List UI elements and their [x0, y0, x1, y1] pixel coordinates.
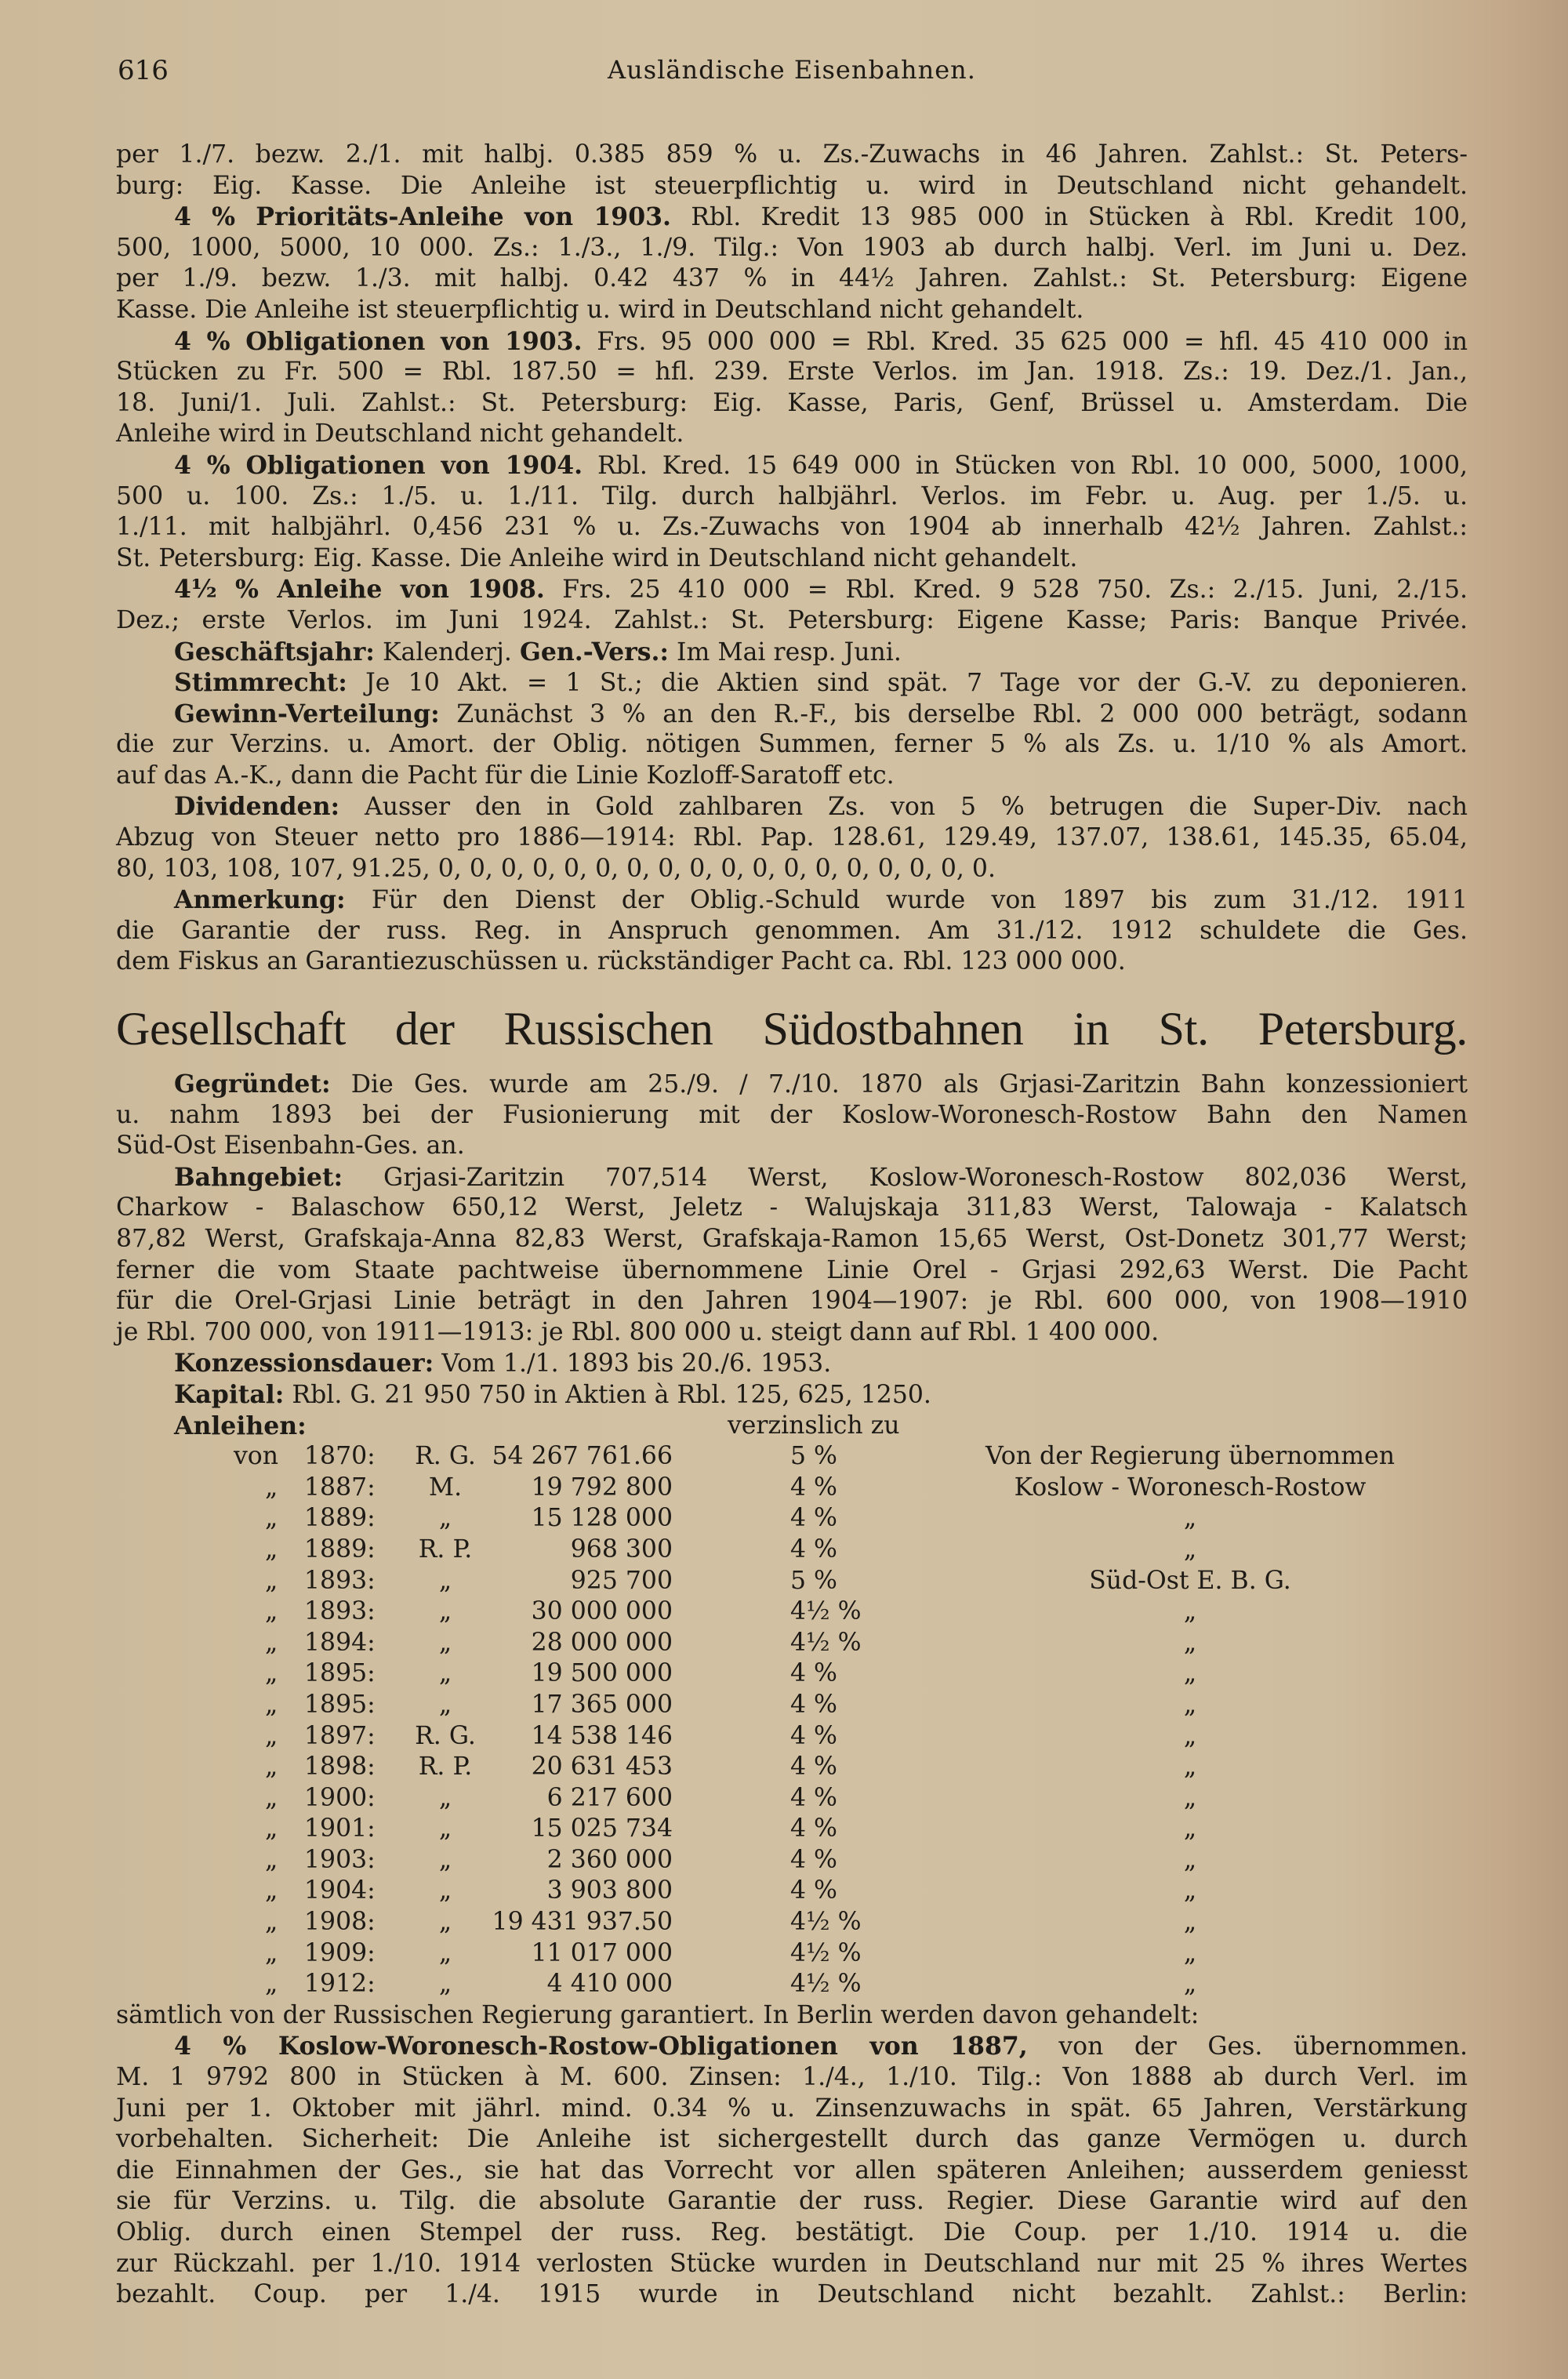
row-note: „: [1183, 1814, 1197, 1843]
loan-heading: 4 % Prioritäts-Anleihe von 1903.: [174, 202, 672, 232]
row-year: 1908:: [304, 1908, 376, 1937]
koslow-loan-entry: [116, 2031, 1468, 2310]
row-prefix: „: [265, 1690, 278, 1719]
row-prefix: „: [265, 1908, 278, 1937]
row-year: 1889:: [304, 1504, 376, 1533]
anleihen-row: [116, 1566, 1468, 1597]
row-amount: 14 538 146: [531, 1721, 673, 1750]
row-prefix: „: [265, 1597, 278, 1626]
row-note: „: [1183, 1938, 1197, 1967]
row-rate: 4 %: [790, 1845, 837, 1874]
text-line: Süd-Ost Eisenbahn-Ges. an.: [116, 1131, 465, 1160]
row-currency: „: [438, 1597, 452, 1626]
row-amount: 15 025 734: [531, 1814, 673, 1843]
text-line: burg: Eig. Kasse. Die Anleihe ist steuerpflichtig u. wird in Deutschland nicht gehandelt.: [116, 171, 1468, 200]
row-amount: 3 903 800: [546, 1876, 673, 1905]
text-line: vorbehalten. Sicherheit: Die Anleihe ist sichergestellt durch das ganze Vermögen u. durch: [116, 2125, 1468, 2154]
row-amount: 15 128 000: [531, 1504, 673, 1533]
row-note: „: [1183, 1628, 1197, 1657]
anleihen-row: [116, 1907, 1468, 1938]
row-currency: M.: [428, 1473, 463, 1502]
anleihen-row: [116, 1876, 1468, 1907]
row-year: 1893:: [304, 1566, 376, 1595]
row-currency: R. P.: [418, 1752, 473, 1782]
row-note: Koslow - Woronesch-Rostow: [1014, 1473, 1367, 1502]
row-amount: 54 267 761.66: [492, 1442, 673, 1471]
row-rate: 4 %: [790, 1721, 837, 1750]
text-line: auf das A.-K., dann die Pacht für die Linie Kozloff-Saratoff etc.: [116, 761, 895, 790]
row-amount: 19 500 000: [531, 1659, 673, 1688]
row-currency: „: [438, 1876, 452, 1905]
gewinn-verteilung: [116, 699, 1468, 792]
text-line: 500 u. 100. Zs.: 1./5. u. 1./11. Tilg. durch halbjährl. Verlos. im Febr. u. Aug. per 1./5. u.: [116, 481, 1468, 510]
text-line: per 1./9. bezw. 1./3. mit halbj. 0.42 437 % in 44½ Jahren. Zahlst.: St. Petersburg: Eigene: [116, 264, 1468, 293]
anleihen-row: [116, 1845, 1468, 1876]
row-currency: „: [438, 1690, 452, 1719]
row-note: „: [1183, 1597, 1197, 1626]
text-line: Anleihe wird in Deutschland nicht gehandelt.: [116, 420, 684, 449]
field-value: Ausser den in Gold zahlbaren Zs. von 5 % betrugen die Super-Div. nach: [339, 793, 1468, 822]
text-line: die Garantie der russ. Reg. in Anspruch genommen. Am 31./12. 1912 schuldete die Ges.: [116, 916, 1468, 945]
row-note: „: [1183, 1908, 1197, 1937]
row-prefix: „: [265, 1845, 278, 1874]
row-amount: 19 431 937.50: [492, 1908, 673, 1937]
text-line: 18. Juni/1. Juli. Zahlst.: St. Petersburg: Eig. Kasse, Paris, Genf, Brüssel u. Amsterdam. Die: [116, 388, 1468, 417]
row-prefix: „: [265, 1473, 278, 1502]
field-label: Geschäftsjahr:: [174, 637, 375, 666]
row-amount: 30 000 000: [531, 1597, 673, 1626]
gegruendet: [116, 1069, 1468, 1162]
row-prefix: „: [265, 1814, 278, 1843]
text-line: bezahlt. Coup. per 1./4. 1915 wurde in Deutschland nicht bezahlt. Zahlst.: Berlin:: [116, 2280, 1468, 2309]
rate-column-header: verzinslich zu: [728, 1411, 900, 1440]
anleihen-row: [116, 1535, 1468, 1566]
text-line: [116, 326, 1468, 358]
row-amount: 4 410 000: [546, 1970, 673, 1999]
row-note: „: [1183, 1752, 1197, 1782]
text-line: 500, 1000, 5000, 10 000. Zs.: 1./3., 1./9. Tilg.: Von 1903 ab durch halbj. Verl. im Juni u. Dez.: [116, 233, 1468, 262]
text-line: die Einnahmen der Ges., sie hat das Vorrecht vor allen späteren Anleihen; ausserdem geniesst: [116, 2156, 1468, 2185]
text-line: zur Rückzahl. per 1./10. 1914 verlosten Stücke wurden in Deutschland nur mit 25 % ihres Wertes: [116, 2249, 1468, 2278]
anleihen-row: [116, 1721, 1468, 1752]
field-label: [174, 1411, 307, 1443]
field-label: Gegründet:: [174, 1070, 331, 1099]
row-prefix: „: [265, 1628, 278, 1657]
anleihen-row: [116, 1969, 1468, 2000]
row-year: 1894:: [304, 1628, 376, 1657]
page-header: [118, 55, 1466, 94]
text-line: Oblig. durch einen Stempel der russ. Reg. bestätigt. Die Coup. per 1./10. 1914 u. die: [116, 2218, 1468, 2246]
field-value: Rbl. G. 21 950 750 in Aktien à Rbl. 125, 625, 1250.: [284, 1380, 931, 1409]
row-prefix: „: [265, 1659, 278, 1688]
row-year: 1895:: [304, 1690, 376, 1719]
row-currency: „: [438, 1628, 452, 1657]
row-prefix: „: [265, 1535, 278, 1564]
row-currency: „: [438, 1938, 452, 1967]
loan-heading: 4½ % Anleihe von 1908.: [174, 575, 545, 605]
text-line: [116, 791, 1468, 823]
field-value: Die Ges. wurde am 25./9. / 7./10. 1870 als Grjasi-Zaritzin Bahn konzessioniert: [330, 1070, 1468, 1099]
text-line: [116, 202, 1468, 233]
text-line: per 1./7. bezw. 2./1. mit halbj. 0.385 859 % u. Zs.-Zuwachs in 46 Jahren. Zahlst.: St. Peters-: [116, 140, 1468, 169]
row-prefix: „: [265, 1721, 278, 1750]
row-year: 1893:: [304, 1597, 376, 1626]
row-note: „: [1183, 1659, 1197, 1688]
field-value: Grjasi-Zaritzin 707,514 Werst, Koslow-Woronesch-Rostow 802,036 Werst,: [343, 1163, 1468, 1192]
row-rate: 4 %: [790, 1690, 837, 1719]
row-amount: 925 700: [570, 1566, 673, 1595]
row-prefix: „: [265, 1504, 278, 1533]
text-line: je Rbl. 700 000, von 1911—1913: je Rbl. 800 000 u. steigt dann auf Rbl. 1 400 000.: [116, 1317, 1160, 1346]
anleihen-row: [116, 1628, 1468, 1659]
row-amount: 20 631 453: [531, 1752, 673, 1782]
row-rate: 4 %: [790, 1876, 837, 1905]
row-amount: 11 017 000: [531, 1938, 673, 1967]
row-year: 1901:: [304, 1814, 376, 1843]
row-prefix: „: [265, 1938, 278, 1967]
row-currency: „: [438, 1659, 452, 1688]
loan-entry-anleihe-1908: [116, 574, 1468, 636]
row-rate: 4½ %: [790, 1908, 862, 1937]
row-rate: 4 %: [790, 1783, 837, 1812]
row-prefix: „: [265, 1970, 278, 1999]
kapital-line: [116, 1379, 1468, 1411]
row-note: „: [1183, 1535, 1197, 1564]
stimmrecht-line: [116, 667, 1468, 699]
row-note: „: [1183, 1783, 1197, 1812]
row-note: „: [1183, 1690, 1197, 1719]
page-number: 616: [118, 55, 169, 86]
row-currency: R. P.: [418, 1535, 473, 1564]
row-rate: 5 %: [790, 1442, 837, 1471]
running-title: Ausländische Eisenbahnen.: [608, 55, 976, 85]
row-rate: 5 %: [790, 1566, 837, 1595]
text-line: [116, 1162, 1468, 1193]
field-label: Gewinn-Verteilung:: [174, 699, 440, 728]
row-year: 1895:: [304, 1659, 376, 1688]
text-line: die zur Verzins. u. Amort. der Oblig. nötigen Summen, ferner 5 % als Zs. u. 1/10 % als Amort.: [116, 730, 1468, 759]
anleihen-row: [116, 1596, 1468, 1628]
row-currency: „: [438, 1845, 452, 1874]
text-line: Dez.; erste Verlos. im Juni 1924. Zahlst.: St. Petersburg: Eigene Kasse; Paris: Banque Privée.: [116, 605, 1468, 634]
anleihen-row: [116, 1441, 1468, 1473]
row-currency: „: [438, 1908, 452, 1937]
text-line: 87,82 Werst, Grafskaja-Anna 82,83 Werst, Grafskaja-Ramon 15,65 Werst, Ost-Donetz 301,77 Werst;: [116, 1225, 1468, 1253]
loan-heading: 4 % Obligationen von 1903.: [174, 326, 583, 356]
text-line: Charkow - Balaschow 650,12 Werst, Jeletz - Walujskaja 311,83 Werst, Talowaja - Kalatsch: [116, 1193, 1468, 1222]
text-line: Kasse. Die Anleihe ist steuerpflichtig u. wird in Deutschland nicht gehandelt.: [116, 295, 1084, 324]
row-note: „: [1183, 1721, 1197, 1750]
text-line: [116, 574, 1468, 605]
text-line: 80, 103, 108, 107, 91.25, 0, 0, 0, 0, 0, 0, 0, 0, 0, 0, 0, 0, 0, 0, 0, 0, 0, 0.: [116, 854, 996, 883]
anleihen-row: [116, 1503, 1468, 1535]
row-year: 1903:: [304, 1845, 376, 1874]
anleihen-table: [116, 1441, 1468, 2000]
loan-text: Rbl. Kred. 15 649 000 in Stücken von Rbl. 10 000, 5000, 1000,: [583, 451, 1468, 480]
loan-text: Frs. 25 410 000 = Rbl. Kred. 9 528 750. Zs.: 2./15. Juni, 2./15.: [544, 576, 1468, 605]
field-value: Je 10 Akt. = 1 St.; die Aktien sind spät. 7 Tage vor der G.-V. zu deponieren.: [347, 669, 1468, 698]
anleihen-label: Anleihen:: [174, 1411, 307, 1440]
row-note: Von der Regierung übernommen: [985, 1442, 1396, 1471]
field-label: Stimmrecht:: [174, 668, 347, 698]
text-line: Stücken zu Fr. 500 = Rbl. 187.50 = hfl. 239. Erste Verlos. im Jan. 1918. Zs.: 19. Dez./1. Jan.,: [116, 358, 1468, 387]
dividenden: [116, 791, 1468, 884]
field-value: Zunächst 3 % an den R.-F., bis derselbe Rbl. 2 000 000 beträgt, sodann: [439, 699, 1468, 728]
row-year: 1912:: [304, 1970, 376, 1999]
anleihen-row: [116, 1814, 1468, 1845]
row-prefix: „: [265, 1566, 278, 1595]
row-currency: „: [438, 1970, 452, 1999]
text-line: 1./11. mit halbjährl. 0,456 231 % u. Zs.-Zuwachs von 1904 ab innerhalb 42½ Jahren. Zahlst.:: [116, 513, 1468, 542]
row-currency: R. G.: [415, 1721, 476, 1750]
row-note: Süd-Ost E. B. G.: [1089, 1566, 1291, 1595]
row-amount: 19 792 800: [531, 1473, 673, 1502]
row-currency: R. G.: [415, 1442, 476, 1471]
row-rate: 4 %: [790, 1473, 837, 1502]
field-label: Konzessionsdauer:: [174, 1349, 434, 1378]
row-year: 1909:: [304, 1938, 376, 1967]
row-year: 1898:: [304, 1752, 376, 1782]
konzessionsdauer-line: [116, 1348, 1468, 1379]
row-rate: 4½ %: [790, 1597, 862, 1626]
row-rate: 4 %: [790, 1504, 837, 1533]
row-rate: 4½ %: [790, 1628, 862, 1657]
anleihen-row: [116, 1783, 1468, 1814]
field-value: Vom 1./1. 1893 bis 20./6. 1953.: [434, 1349, 832, 1378]
row-note: „: [1183, 1876, 1197, 1905]
text-line: [116, 2031, 1468, 2062]
loan-text: Rbl. Kredit 13 985 000 in Stücken à Rbl. Kredit 100,: [671, 203, 1468, 232]
text-line: [116, 1069, 1468, 1100]
loan-heading: 4 % Obligationen von 1904.: [174, 450, 583, 480]
anleihen-row: [116, 1473, 1468, 1504]
row-year: 1887:: [304, 1473, 376, 1502]
row-amount: 968 300: [570, 1535, 673, 1564]
text-line: [116, 699, 1468, 730]
page-body: [116, 140, 1468, 2311]
loan-entry-obligationen-1903: [116, 326, 1468, 450]
text-line: Juni per 1. Oktober mit jährl. mind. 0.34 % u. Zinsenzuwachs in spät. 65 Jahren, Verstärkung: [116, 2094, 1468, 2123]
anmerkung: [116, 884, 1468, 978]
loan-text: von der Ges. übernommen.: [1027, 2032, 1468, 2061]
row-note: „: [1183, 1970, 1197, 1999]
anleihen-header: [116, 1411, 1468, 1442]
text-line: u. nahm 1893 bei der Fusionierung mit der Koslow-Woronesch-Rostow Bahn den Namen: [116, 1100, 1468, 1129]
row-prefix: „: [265, 1783, 278, 1812]
row-note: „: [1183, 1504, 1197, 1533]
field-label: Bahngebiet:: [174, 1162, 343, 1192]
text-line: ferner die vom Staate pachtweise übernommene Linie Orel - Grjasi 292,63 Werst. Die Pacht: [116, 1255, 1468, 1284]
field-value: Kalenderj.: [374, 637, 520, 666]
row-rate: 4 %: [790, 1535, 837, 1564]
bahngebiet: [116, 1162, 1468, 1349]
row-rate: 4 %: [790, 1752, 837, 1782]
text-line: Abzug von Steuer netto pro 1886—1914: Rbl. Pap. 128.61, 129.49, 137.07, 138.61, 145.35, 65.04,: [116, 823, 1468, 852]
section-title: Gesellschaft der Russischen Südostbahnen in St. Petersburg.: [116, 1003, 1468, 1055]
row-currency: „: [438, 1783, 452, 1812]
row-rate: 4½ %: [790, 1938, 862, 1967]
row-currency: „: [438, 1566, 452, 1595]
row-note: „: [1183, 1845, 1197, 1874]
text-line: sie für Verzins. u. Tilg. die absolute Garantie der russ. Regier. Diese Garantie wird auf den: [116, 2187, 1468, 2216]
row-year: 1900:: [304, 1783, 376, 1812]
field-label: Gen.-Vers.:: [519, 637, 670, 666]
row-currency: „: [438, 1814, 452, 1843]
row-year: 1904:: [304, 1876, 376, 1905]
text-line: dem Fiskus an Garantiezuschüssen u. rückständiger Pacht ca. Rbl. 123 000 000.: [116, 947, 1126, 976]
row-year: 1870:: [304, 1442, 376, 1471]
anleihen-row: [116, 1658, 1468, 1690]
geschaeftsjahr-line: [116, 637, 1468, 668]
anleihen-row: [116, 1938, 1468, 1970]
row-rate: 4 %: [790, 1814, 837, 1843]
field-label: Kapital:: [174, 1379, 285, 1409]
field-value: Im Mai resp. Juni.: [669, 637, 902, 666]
anleihen-footer: sämtlich von der Russischen Regierung garantiert. In Berlin werden davon gehandelt:: [116, 2000, 1200, 2029]
row-amount: 6 217 600: [546, 1783, 673, 1812]
loan-text: Frs. 95 000 000 = Rbl. Kred. 35 625 000 = hfl. 45 410 000 in: [582, 327, 1468, 356]
loan-heading: 4 % Koslow-Woronesch-Rostow-Obligationen von 1887,: [174, 2032, 1028, 2061]
anleihen-row: [116, 1752, 1468, 1783]
text-line: für die Orel-Grjasi Linie beträgt in den Jahren 1904—1907: je Rbl. 600 000, von 1908—1910: [116, 1287, 1468, 1316]
field-label: Anmerkung:: [174, 885, 346, 915]
row-prefix: von: [234, 1442, 279, 1471]
row-prefix: „: [265, 1752, 278, 1782]
anleihen-row: [116, 1690, 1468, 1721]
loan-entry-prioritaets-1903: [116, 202, 1468, 325]
row-year: 1897:: [304, 1721, 376, 1750]
text-line: St. Petersburg: Eig. Kasse. Die Anleihe wird in Deutschland nicht gehandelt.: [116, 543, 1078, 572]
text-line: M. 1 9792 800 in Stücken à M. 600. Zinsen: 1./4., 1./10. Tilg.: Von 1888 ab durch Verl. im: [116, 2063, 1468, 2092]
row-amount: 2 360 000: [546, 1845, 673, 1874]
row-amount: 28 000 000: [531, 1628, 673, 1657]
field-label: Dividenden:: [174, 792, 340, 822]
text-line: [116, 450, 1468, 481]
loan-entry-obligationen-1904: [116, 450, 1468, 574]
row-year: 1889:: [304, 1535, 376, 1564]
row-currency: „: [438, 1504, 452, 1533]
row-amount: 17 365 000: [531, 1690, 673, 1719]
text-line: [116, 884, 1468, 916]
row-prefix: „: [265, 1876, 278, 1905]
row-rate: 4½ %: [790, 1970, 862, 1999]
field-value: Für den Dienst der Oblig.-Schuld wurde von 1897 bis zum 31./12. 1911: [345, 886, 1468, 915]
row-rate: 4 %: [790, 1659, 837, 1688]
